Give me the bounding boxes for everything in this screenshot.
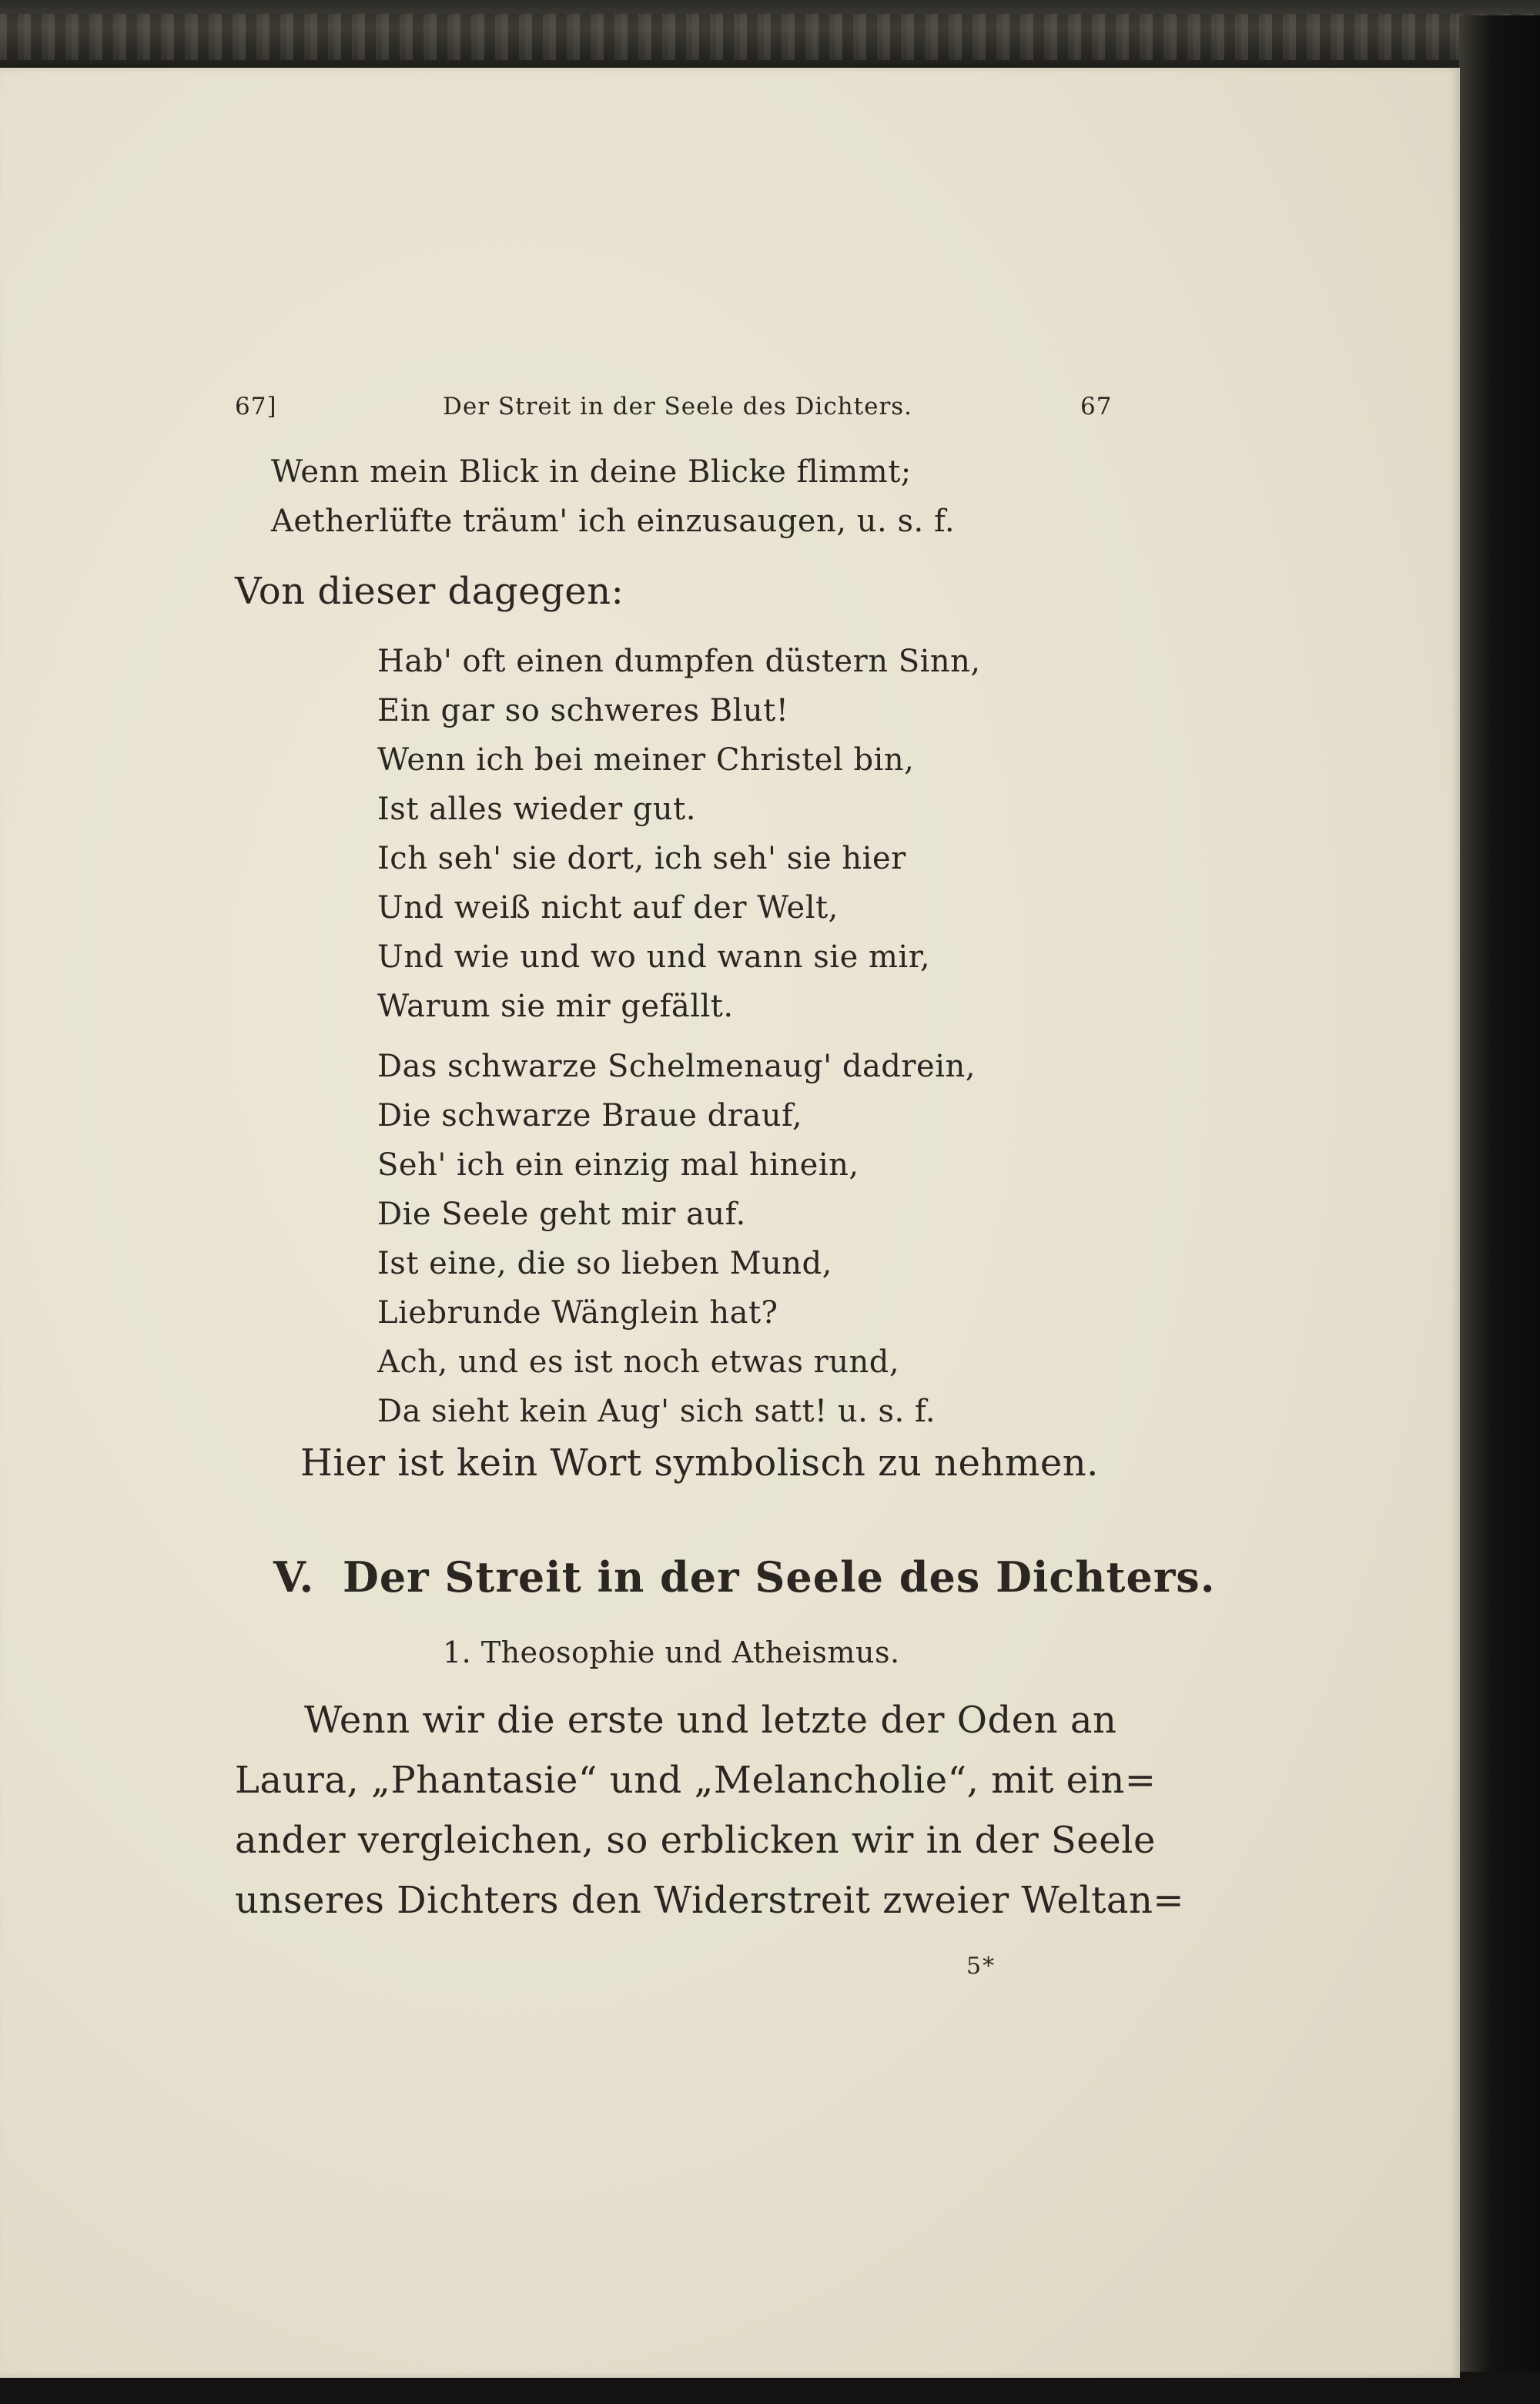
section-title: Der Streit in der Seele des Dichters. [343,1552,1216,1602]
transition-line: Von dieser dagegen: [235,570,624,613]
poem-line: Ein gar so schweres Blut! [377,693,789,728]
poem-line: Hab' oft einen dumpfen düstern Sinn, [377,644,981,679]
header-right-page-number: 67 [1080,393,1113,420]
poem-line: Ich seh' sie dort, ich seh' sie hier [377,841,906,876]
poem-line: Das schwarze Schelmenaug' dadrein, [377,1049,976,1084]
poem-line: Seh' ich ein einzig mal hinein, [377,1147,859,1183]
book-cover-right-edge [1459,15,1540,2404]
poem-line: Ist alles wieder gut. [377,792,696,827]
poem-line: Und wie und wo und wann sie mir, [377,939,931,975]
header-running-title: Der Streit in der Seele des Dichters. [443,393,913,420]
intro-line: Wenn mein Blick in deine Blicke flimmt; [271,454,912,490]
body-line: ander vergleichen, so erblicken wir in der Seele [235,1819,1156,1862]
poem-line: Warum sie mir gefällt. [377,989,734,1024]
after-poem-line: Hier ist kein Wort symbolisch zu nehmen. [300,1441,1099,1485]
signature-mark: 5* [966,1953,996,1980]
poem-line: Liebrunde Wänglein hat? [377,1295,778,1331]
poem-line: Die schwarze Braue drauf, [377,1098,803,1133]
poem-line: Die Seele geht mir auf. [377,1197,746,1232]
body-line: unseres Dichters den Widerstreit zweier Weltan= [235,1879,1185,1922]
body-line: Laura, „Phantasie“ und „Melancholie“, mit ein= [235,1759,1157,1802]
body-line: Wenn wir die erste und letzte der Oden an [304,1699,1117,1742]
section-numeral: V. [273,1552,315,1602]
section-subheading: 1. Theosophie und Atheismus. [443,1636,900,1669]
poem-line: Ach, und es ist noch etwas rund, [377,1344,900,1380]
header-left-page-number: 67] [235,393,277,420]
poem-line: Wenn ich bei meiner Christel bin, [377,742,915,778]
poem-line: Und weiß nicht auf der Welt, [377,890,839,926]
book-page [0,68,1460,2378]
intro-line: Aetherlüfte träum' ich einzusaugen, u. s. f. [271,504,956,539]
poem-line: Ist eine, die so lieben Mund, [377,1246,832,1281]
poem-line: Da sieht kein Aug' sich satt! u. s. f. [377,1394,936,1429]
book-cover-top-edge [0,0,1540,77]
